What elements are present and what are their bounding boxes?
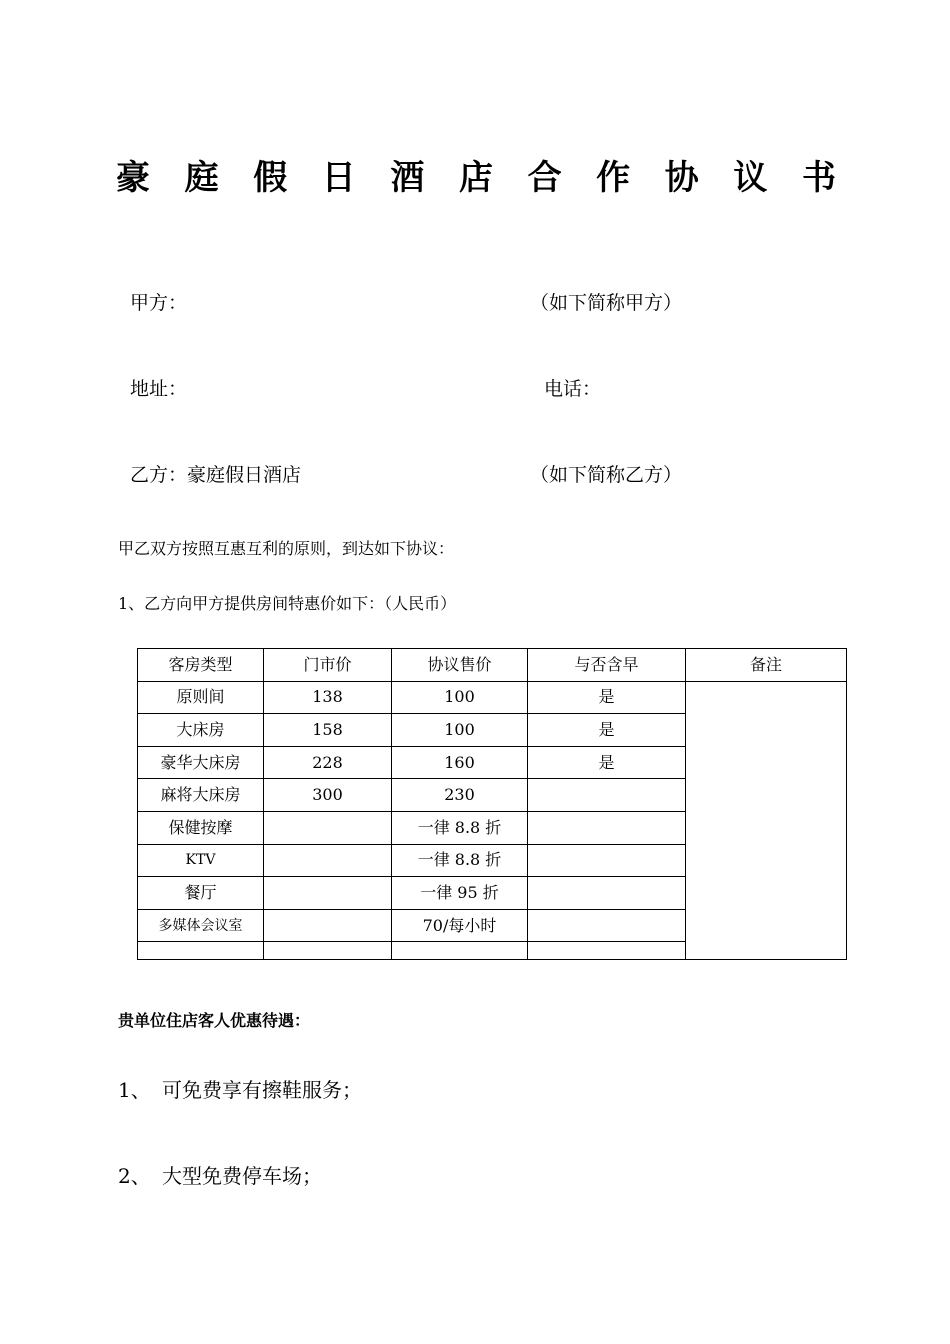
benefit-text: 大型免费停车场； [162, 1164, 322, 1188]
table-cell [264, 877, 392, 910]
table-cell [528, 779, 686, 812]
benefit-number: 2、 [118, 1164, 151, 1188]
title-char: 协 [664, 158, 699, 198]
benefit-number: 1、 [118, 1078, 151, 1102]
column-header: 协议售价 [392, 649, 528, 682]
column-header: 客房类型 [138, 649, 264, 682]
table-cell [138, 942, 264, 960]
party-b-note: （如下简称乙方） [530, 464, 683, 486]
section-1-heading: 1、乙方向甲方提供房间特惠价如下：（人民币） [118, 594, 457, 613]
table-header-row [138, 649, 847, 682]
table-cell: 一律 8.8 折 [392, 844, 528, 877]
title-char: 作 [596, 158, 631, 198]
table-cell: 70/每小时 [392, 909, 528, 942]
title-char: 酒 [390, 158, 425, 198]
table-cell: 是 [528, 746, 686, 779]
title-char: 假 [253, 158, 288, 198]
table-cell [392, 942, 528, 960]
table-cell: 300 [264, 779, 392, 812]
table-cell: 是 [528, 681, 686, 714]
table-row [138, 681, 847, 714]
table-cell [528, 811, 686, 844]
table-cell: 豪华大床房 [138, 746, 264, 779]
rate-table [137, 648, 847, 960]
table-cell [528, 942, 686, 960]
table-cell: 麻将大床房 [138, 779, 264, 812]
table-cell [528, 844, 686, 877]
remarks-cell [686, 681, 847, 960]
table-cell: KTV [138, 844, 264, 877]
table-cell [528, 877, 686, 910]
table-cell: 一律 8.8 折 [392, 811, 528, 844]
table-cell: 100 [392, 714, 528, 747]
title-char: 豪 [116, 158, 150, 198]
phone-label: 电话： [544, 378, 602, 400]
table-cell [264, 942, 392, 960]
table-cell: 一律 95 折 [392, 877, 528, 910]
table-cell: 100 [392, 681, 528, 714]
title-char: 店 [458, 158, 493, 198]
party-a-note: （如下简称甲方） [530, 292, 683, 314]
table-cell: 138 [264, 681, 392, 714]
table-cell [264, 811, 392, 844]
table-cell: 160 [392, 746, 528, 779]
table-cell [528, 909, 686, 942]
party-b-label: 乙方：豪庭假日酒店 [130, 464, 302, 486]
title-char: 日 [321, 158, 356, 198]
intro-text: 甲乙双方按照互惠互利的原则，到达如下协议： [118, 539, 455, 558]
table-cell: 原则间 [138, 681, 264, 714]
title-char: 庭 [184, 158, 219, 198]
table-cell [264, 909, 392, 942]
party-a-label: 甲方： [130, 292, 188, 314]
column-header: 备注 [686, 649, 847, 682]
benefits-heading: 贵单位住店客人优惠待遇： [118, 1011, 311, 1030]
table-cell: 多媒体会议室 [138, 909, 264, 942]
table-cell: 大床房 [138, 714, 264, 747]
table-cell: 是 [528, 714, 686, 747]
title-char: 合 [527, 158, 562, 198]
benefit-item [118, 1074, 362, 1103]
table-cell: 228 [264, 746, 392, 779]
benefit-item [118, 1160, 322, 1189]
benefit-text: 可免费享有擦鞋服务； [162, 1078, 362, 1102]
table-cell: 230 [392, 779, 528, 812]
title-char: 议 [733, 158, 768, 198]
table-cell [264, 844, 392, 877]
address-label: 地址： [130, 378, 188, 400]
table-cell: 保健按摩 [138, 811, 264, 844]
document-title [116, 150, 836, 199]
column-header: 门市价 [264, 649, 392, 682]
table-cell: 158 [264, 714, 392, 747]
title-char: 书 [801, 158, 836, 198]
table-cell: 餐厅 [138, 877, 264, 910]
column-header: 与否含早 [528, 649, 686, 682]
